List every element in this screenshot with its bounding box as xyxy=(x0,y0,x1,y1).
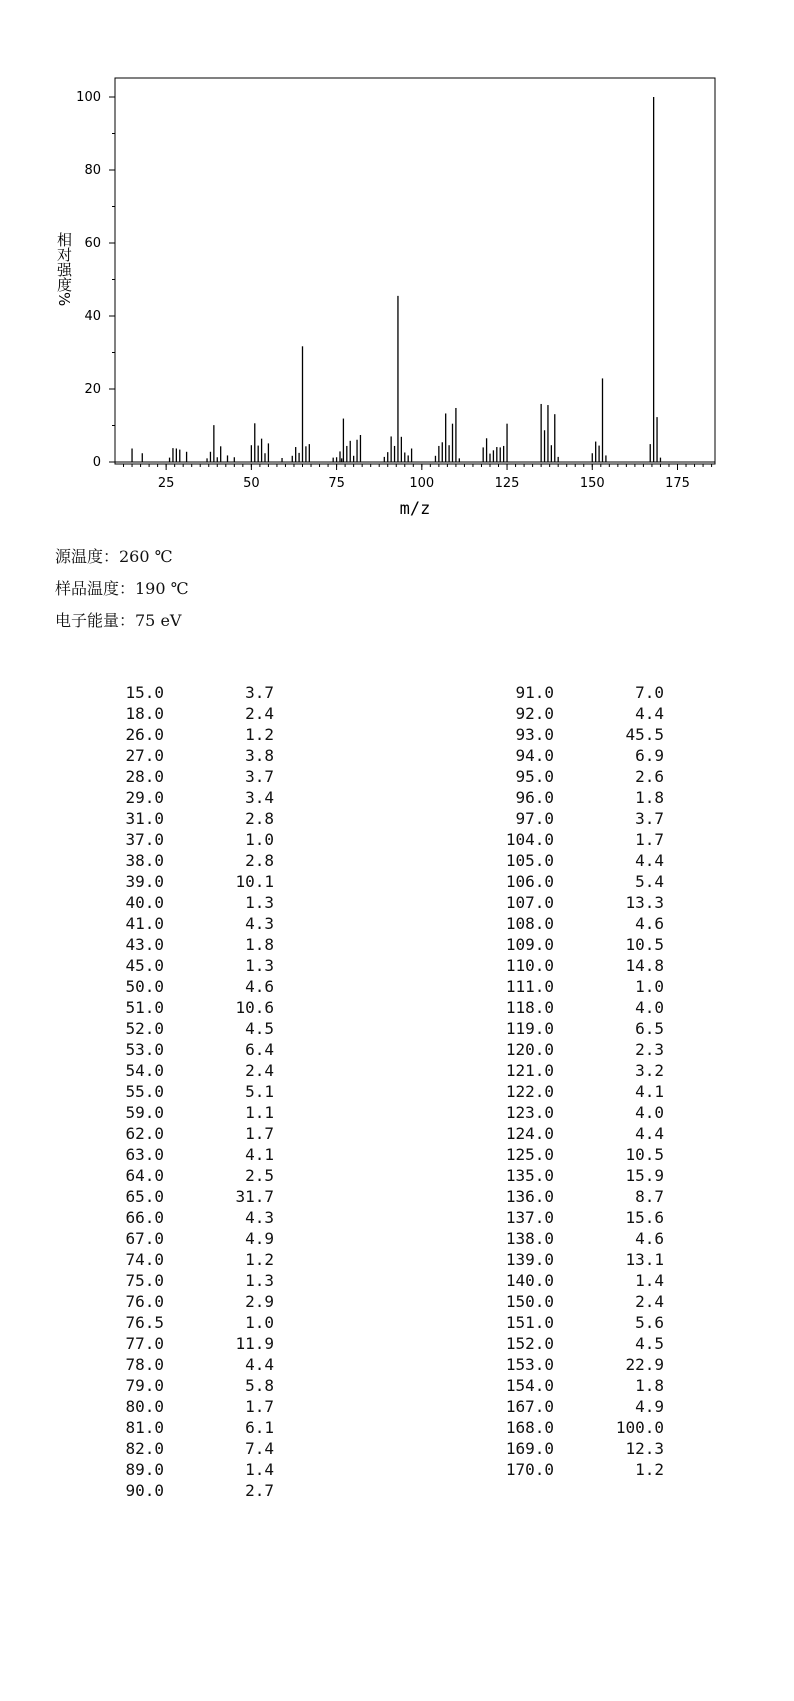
mz-value: 122.0 xyxy=(505,1082,554,1101)
table-row xyxy=(490,682,664,703)
table-row xyxy=(100,1165,274,1186)
abundance-value: 22.9 xyxy=(625,1355,664,1374)
mz-value: 45.0 xyxy=(125,956,164,975)
mz-value: 105.0 xyxy=(505,851,554,870)
mz-value: 18.0 xyxy=(125,704,164,723)
abundance-value: 6.5 xyxy=(635,1019,664,1038)
peak-table-left xyxy=(100,682,274,1501)
abundance-value: 4.3 xyxy=(245,1208,274,1227)
mz-value: 96.0 xyxy=(515,788,554,807)
mz-value: 54.0 xyxy=(125,1061,164,1080)
x-tick-label: 75 xyxy=(328,476,345,491)
table-row xyxy=(490,1165,664,1186)
mz-value: 97.0 xyxy=(515,809,554,828)
mz-value: 31.0 xyxy=(125,809,164,828)
abundance-value: 1.1 xyxy=(245,1103,274,1122)
abundance-value: 1.7 xyxy=(245,1397,274,1416)
mz-value: 140.0 xyxy=(505,1271,554,1290)
abundance-value: 1.8 xyxy=(635,788,664,807)
abundance-value: 4.5 xyxy=(245,1019,274,1038)
table-row xyxy=(100,682,274,703)
abundance-value: 10.5 xyxy=(625,935,664,954)
mz-value: 50.0 xyxy=(125,977,164,996)
abundance-value: 13.1 xyxy=(625,1250,664,1269)
abundance-value: 2.3 xyxy=(635,1040,664,1059)
abundance-value: 1.3 xyxy=(245,893,274,912)
y-tick-label: 40 xyxy=(84,309,101,324)
abundance-value: 2.7 xyxy=(245,1481,274,1500)
abundance-value: 3.7 xyxy=(245,767,274,786)
mz-value: 77.0 xyxy=(125,1334,164,1353)
mz-value: 106.0 xyxy=(505,872,554,891)
table-row xyxy=(490,892,664,913)
abundance-value: 2.8 xyxy=(245,851,274,870)
table-row xyxy=(490,724,664,745)
table-row xyxy=(490,934,664,955)
mz-value: 65.0 xyxy=(125,1187,164,1206)
abundance-value: 4.4 xyxy=(635,1124,664,1143)
mz-value: 110.0 xyxy=(505,956,554,975)
table-row xyxy=(490,703,664,724)
y-tick-label: 60 xyxy=(84,236,101,251)
table-row xyxy=(490,1375,664,1396)
mz-value: 78.0 xyxy=(125,1355,164,1374)
abundance-value: 3.8 xyxy=(245,746,274,765)
sample-temperature: 样品温度：190 ℃ xyxy=(55,579,189,598)
abundance-value: 4.6 xyxy=(635,1229,664,1248)
table-row xyxy=(100,766,274,787)
mz-value: 40.0 xyxy=(125,893,164,912)
table-row xyxy=(490,1102,664,1123)
table-row xyxy=(490,976,664,997)
abundance-value: 12.3 xyxy=(625,1439,664,1458)
abundance-value: 1.0 xyxy=(245,830,274,849)
table-row xyxy=(100,1081,274,1102)
x-tick-label: 25 xyxy=(157,476,175,491)
table-row xyxy=(490,1438,664,1459)
mz-value: 64.0 xyxy=(125,1166,164,1185)
table-row xyxy=(490,1228,664,1249)
y-tick-label: 20 xyxy=(84,382,101,397)
table-row xyxy=(100,1018,274,1039)
table-row xyxy=(100,850,274,871)
mz-value: 121.0 xyxy=(505,1061,554,1080)
abundance-value: 2.4 xyxy=(245,704,274,723)
mz-value: 124.0 xyxy=(505,1124,554,1143)
abundance-value: 6.4 xyxy=(245,1040,274,1059)
table-row xyxy=(490,745,664,766)
table-row xyxy=(100,997,274,1018)
x-tick-label: 150 xyxy=(579,476,605,491)
abundance-value: 6.9 xyxy=(635,746,664,765)
abundance-value: 5.8 xyxy=(245,1376,274,1395)
axis-ticks xyxy=(76,90,711,491)
table-row xyxy=(100,1459,274,1480)
table-row xyxy=(100,808,274,829)
table-row xyxy=(490,997,664,1018)
mz-value: 153.0 xyxy=(505,1355,554,1374)
y-tick-label: 80 xyxy=(84,163,101,178)
mz-value: 74.0 xyxy=(125,1250,164,1269)
mz-value: 169.0 xyxy=(505,1439,554,1458)
x-axis-label: m/z xyxy=(399,499,431,519)
table-row xyxy=(490,1459,664,1480)
mz-value: 52.0 xyxy=(125,1019,164,1038)
x-tick-label: 100 xyxy=(409,476,435,491)
abundance-value: 10.1 xyxy=(235,872,274,891)
table-row xyxy=(490,1123,664,1144)
table-row xyxy=(100,913,274,934)
mz-value: 111.0 xyxy=(505,977,554,996)
abundance-value: 4.6 xyxy=(635,914,664,933)
abundance-value: 8.7 xyxy=(635,1187,664,1206)
mz-value: 53.0 xyxy=(125,1040,164,1059)
mz-value: 92.0 xyxy=(515,704,554,723)
mz-value: 120.0 xyxy=(505,1040,554,1059)
table-row xyxy=(100,1039,274,1060)
y-tick-label: 0 xyxy=(92,455,101,470)
table-row xyxy=(100,892,274,913)
mz-value: 94.0 xyxy=(515,746,554,765)
table-row xyxy=(490,1396,664,1417)
abundance-value: 4.9 xyxy=(635,1397,664,1416)
mz-value: 43.0 xyxy=(125,935,164,954)
abundance-value: 1.7 xyxy=(635,830,664,849)
abundance-value: 4.5 xyxy=(635,1334,664,1353)
abundance-value: 1.2 xyxy=(635,1460,664,1479)
electron-energy: 电子能量：75 eV xyxy=(55,611,182,630)
mz-value: 90.0 xyxy=(125,1481,164,1500)
table-row xyxy=(100,1417,274,1438)
table-row xyxy=(490,1270,664,1291)
table-row xyxy=(490,1207,664,1228)
table-row xyxy=(100,1375,274,1396)
peak-table-right xyxy=(490,682,664,1480)
table-row xyxy=(490,1249,664,1270)
abundance-value: 2.8 xyxy=(245,809,274,828)
table-row xyxy=(490,850,664,871)
mz-value: 89.0 xyxy=(125,1460,164,1479)
table-row xyxy=(100,1438,274,1459)
mz-value: 76.5 xyxy=(125,1313,164,1332)
mz-value: 109.0 xyxy=(505,935,554,954)
y-axis-label-text: 相对强度% xyxy=(55,232,73,307)
mz-value: 79.0 xyxy=(125,1376,164,1395)
mz-value: 80.0 xyxy=(125,1397,164,1416)
abundance-value: 3.7 xyxy=(245,683,274,702)
abundance-value: 1.4 xyxy=(635,1271,664,1290)
abundance-value: 13.3 xyxy=(625,893,664,912)
mz-value: 95.0 xyxy=(515,767,554,786)
abundance-value: 5.4 xyxy=(635,872,664,891)
mz-value: 168.0 xyxy=(505,1418,554,1437)
table-row xyxy=(490,1081,664,1102)
table-row xyxy=(100,1354,274,1375)
mz-value: 167.0 xyxy=(505,1397,554,1416)
abundance-value: 4.1 xyxy=(245,1145,274,1164)
table-row xyxy=(490,1018,664,1039)
table-row xyxy=(490,1312,664,1333)
mz-value: 154.0 xyxy=(505,1376,554,1395)
table-row xyxy=(100,934,274,955)
table-row xyxy=(490,913,664,934)
plot-frame xyxy=(115,78,715,464)
table-row xyxy=(490,808,664,829)
table-row xyxy=(490,766,664,787)
table-row xyxy=(490,1144,664,1165)
table-row xyxy=(100,976,274,997)
table-row xyxy=(490,1291,664,1312)
table-row xyxy=(490,1354,664,1375)
abundance-value: 1.3 xyxy=(245,956,274,975)
table-row xyxy=(490,955,664,976)
table-row xyxy=(490,1039,664,1060)
abundance-value: 14.8 xyxy=(625,956,664,975)
x-tick-label: 125 xyxy=(494,476,520,491)
abundance-value: 10.6 xyxy=(235,998,274,1017)
table-row xyxy=(100,1102,274,1123)
mz-value: 27.0 xyxy=(125,746,164,765)
table-row xyxy=(100,1396,274,1417)
table-row xyxy=(100,1186,274,1207)
mz-value: 15.0 xyxy=(125,683,164,702)
abundance-value: 15.9 xyxy=(625,1166,664,1185)
table-row xyxy=(100,1060,274,1081)
abundance-value: 15.6 xyxy=(625,1208,664,1227)
abundance-value: 7.4 xyxy=(245,1439,274,1458)
table-row xyxy=(100,829,274,850)
mz-value: 39.0 xyxy=(125,872,164,891)
abundance-value: 4.4 xyxy=(245,1355,274,1374)
abundance-value: 4.3 xyxy=(245,914,274,933)
table-row xyxy=(100,1249,274,1270)
table-row xyxy=(100,1291,274,1312)
mz-value: 66.0 xyxy=(125,1208,164,1227)
mz-value: 150.0 xyxy=(505,1292,554,1311)
mz-value: 137.0 xyxy=(505,1208,554,1227)
abundance-value: 4.1 xyxy=(635,1082,664,1101)
mz-value: 91.0 xyxy=(515,683,554,702)
table-row xyxy=(100,955,274,976)
mz-value: 138.0 xyxy=(505,1229,554,1248)
mz-value: 29.0 xyxy=(125,788,164,807)
abundance-value: 2.4 xyxy=(245,1061,274,1080)
abundance-value: 1.0 xyxy=(245,1313,274,1332)
mz-value: 28.0 xyxy=(125,767,164,786)
abundance-value: 100.0 xyxy=(615,1418,664,1437)
abundance-value: 4.0 xyxy=(635,998,664,1017)
abundance-value: 6.1 xyxy=(245,1418,274,1437)
mz-value: 107.0 xyxy=(505,893,554,912)
mz-value: 62.0 xyxy=(125,1124,164,1143)
abundance-value: 2.5 xyxy=(245,1166,274,1185)
mz-value: 75.0 xyxy=(125,1271,164,1290)
abundance-value: 1.7 xyxy=(245,1124,274,1143)
source-temperature: 源温度：260 ℃ xyxy=(55,547,173,566)
table-row xyxy=(100,1228,274,1249)
mz-value: 59.0 xyxy=(125,1103,164,1122)
abundance-value: 5.1 xyxy=(245,1082,274,1101)
mz-value: 82.0 xyxy=(125,1439,164,1458)
mz-value: 41.0 xyxy=(125,914,164,933)
table-row xyxy=(100,871,274,892)
mz-value: 123.0 xyxy=(505,1103,554,1122)
table-row xyxy=(490,1333,664,1354)
mz-value: 135.0 xyxy=(505,1166,554,1185)
table-row xyxy=(100,1123,274,1144)
mz-value: 76.0 xyxy=(125,1292,164,1311)
mz-value: 67.0 xyxy=(125,1229,164,1248)
abundance-value: 3.7 xyxy=(635,809,664,828)
table-row xyxy=(100,787,274,808)
table-row xyxy=(100,1207,274,1228)
table-row xyxy=(100,1312,274,1333)
abundance-value: 2.6 xyxy=(635,767,664,786)
mz-value: 118.0 xyxy=(505,998,554,1017)
table-row xyxy=(100,1333,274,1354)
table-row xyxy=(490,1186,664,1207)
abundance-value: 1.2 xyxy=(245,1250,274,1269)
mz-value: 139.0 xyxy=(505,1250,554,1269)
mz-value: 38.0 xyxy=(125,851,164,870)
mz-value: 119.0 xyxy=(505,1019,554,1038)
abundance-value: 31.7 xyxy=(235,1187,274,1206)
table-row xyxy=(100,1480,274,1501)
mz-value: 125.0 xyxy=(505,1145,554,1164)
table-row xyxy=(100,1270,274,1291)
abundance-value: 4.0 xyxy=(635,1103,664,1122)
abundance-value: 1.3 xyxy=(245,1271,274,1290)
abundance-value: 4.4 xyxy=(635,704,664,723)
abundance-value: 45.5 xyxy=(625,725,664,744)
abundance-value: 7.0 xyxy=(635,683,664,702)
table-row xyxy=(100,1144,274,1165)
table-row xyxy=(100,745,274,766)
mz-value: 37.0 xyxy=(125,830,164,849)
abundance-value: 5.6 xyxy=(635,1313,664,1332)
mz-value: 81.0 xyxy=(125,1418,164,1437)
mz-value: 170.0 xyxy=(505,1460,554,1479)
table-row xyxy=(490,787,664,808)
mz-value: 93.0 xyxy=(515,725,554,744)
mz-value: 104.0 xyxy=(505,830,554,849)
abundance-value: 1.2 xyxy=(245,725,274,744)
mz-value: 51.0 xyxy=(125,998,164,1017)
abundance-value: 4.6 xyxy=(245,977,274,996)
abundance-value: 10.5 xyxy=(625,1145,664,1164)
abundance-value: 1.4 xyxy=(245,1460,274,1479)
abundance-value: 1.0 xyxy=(635,977,664,996)
mz-value: 108.0 xyxy=(505,914,554,933)
abundance-value: 4.9 xyxy=(245,1229,274,1248)
mass-spectrum-chart xyxy=(0,0,794,520)
x-tick-label: 175 xyxy=(665,476,690,491)
table-row xyxy=(490,829,664,850)
table-row xyxy=(490,871,664,892)
table-row xyxy=(100,724,274,745)
table-row xyxy=(490,1060,664,1081)
table-row xyxy=(490,1417,664,1438)
mz-value: 136.0 xyxy=(505,1187,554,1206)
abundance-value: 3.2 xyxy=(635,1061,664,1080)
abundance-value: 2.9 xyxy=(245,1292,274,1311)
x-tick-label: 50 xyxy=(243,476,260,491)
abundance-value: 1.8 xyxy=(245,935,274,954)
mz-value: 26.0 xyxy=(125,725,164,744)
abundance-value: 3.4 xyxy=(245,788,274,807)
mz-value: 151.0 xyxy=(505,1313,554,1332)
y-tick-label: 100 xyxy=(76,90,101,105)
abundance-value: 11.9 xyxy=(235,1334,274,1353)
abundance-value: 2.4 xyxy=(635,1292,664,1311)
mz-value: 55.0 xyxy=(125,1082,164,1101)
table-row xyxy=(100,703,274,724)
peak-bars xyxy=(115,97,715,462)
y-axis-label xyxy=(55,232,73,306)
abundance-value: 1.8 xyxy=(635,1376,664,1395)
abundance-value: 4.4 xyxy=(635,851,664,870)
mz-value: 63.0 xyxy=(125,1145,164,1164)
mz-value: 152.0 xyxy=(505,1334,554,1353)
